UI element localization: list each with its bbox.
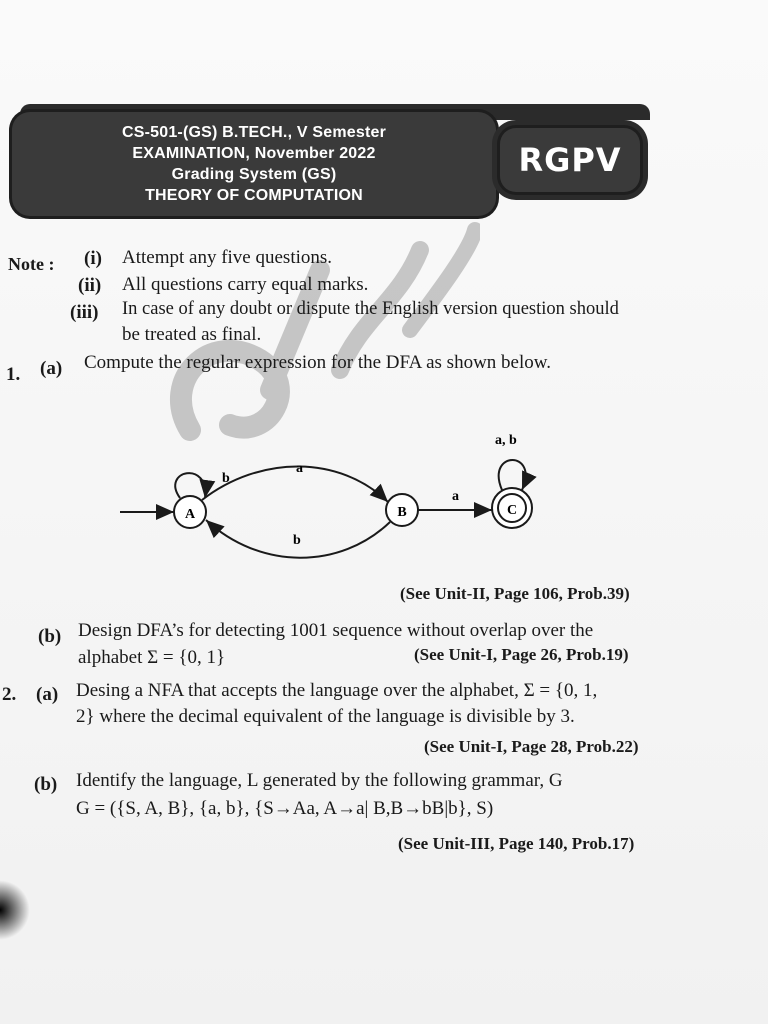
q1b-text-1: Design DFA’s for detecting 1001 sequence without overlap over the: [78, 620, 594, 641]
dfa-edge-a-b: [202, 466, 388, 502]
dfa-diagram: [110, 420, 560, 570]
note-num-1: (i): [84, 248, 102, 269]
dfa-label-state-c: C: [506, 503, 518, 518]
q2a-label: (a): [36, 684, 59, 705]
dfa-label-c-self: a, b: [495, 433, 517, 448]
header-grading-line: Grading System (GS): [171, 166, 337, 183]
note-text-1: Attempt any five questions.: [122, 247, 333, 268]
dfa-label-a-to-b: a: [296, 461, 303, 476]
dfa-label-state-b: B: [397, 505, 407, 520]
q1b-label: (b): [38, 626, 62, 647]
q1-number: 1.: [6, 364, 21, 385]
note-text-4: be treated as final.: [122, 324, 262, 345]
q2b-text-2: G = ({S, A, B}, {a, b}, {S→Aa, A→a| B,B→bB|b}, S): [76, 798, 494, 819]
dfa-label-b-to-a: b: [293, 533, 301, 548]
dfa-loop-c: [499, 460, 526, 490]
note-num-3: (iii): [70, 302, 99, 323]
q1a-text: Compute the regular expression for the DFA as shown below.: [84, 352, 551, 373]
dfa-label-state-a: A: [184, 507, 196, 522]
q2-number: 2.: [2, 684, 17, 705]
q2a-reference: (See Unit-I, Page 28, Prob.22): [424, 737, 639, 756]
rgpv-logo: RGPV: [500, 128, 640, 192]
note-text-2: All questions carry equal marks.: [122, 274, 369, 295]
q2b-reference: (See Unit-III, Page 140, Prob.17): [398, 834, 635, 853]
q2b-text-1: Identify the language, L generated by the following grammar, G: [76, 770, 563, 791]
q1a-label: (a): [40, 358, 63, 379]
header-course-line: CS-501-(GS) B.TECH., V Semester: [121, 124, 387, 141]
q2a-text-2: 2} where the decimal equivalent of the language is divisible by 3.: [76, 706, 575, 727]
dfa-loop-a: [175, 473, 205, 498]
dfa-label-b-to-c: a: [452, 489, 459, 504]
q2b-label: (b): [34, 774, 58, 795]
q2a-text-1: Desing a NFA that accepts the language over the alphabet, Σ = {0, 1,: [76, 680, 598, 701]
page-shadow: [0, 880, 30, 940]
dfa-label-a-self: b: [222, 471, 230, 486]
exam-header: [12, 112, 496, 216]
note-label: Note :: [8, 254, 55, 274]
header-exam-line: EXAMINATION, November 2022: [132, 145, 376, 162]
q1a-reference: (See Unit-II, Page 106, Prob.39): [400, 584, 630, 603]
q1b-reference: (See Unit-I, Page 26, Prob.19): [414, 645, 629, 664]
note-text-3: In case of any doubt or dispute the English version question should: [122, 299, 619, 319]
header-subject-line: THEORY OF COMPUTATION: [145, 187, 363, 204]
note-num-2: (ii): [78, 275, 102, 296]
q1b-text-2: alphabet Σ = {0, 1}: [78, 647, 226, 668]
